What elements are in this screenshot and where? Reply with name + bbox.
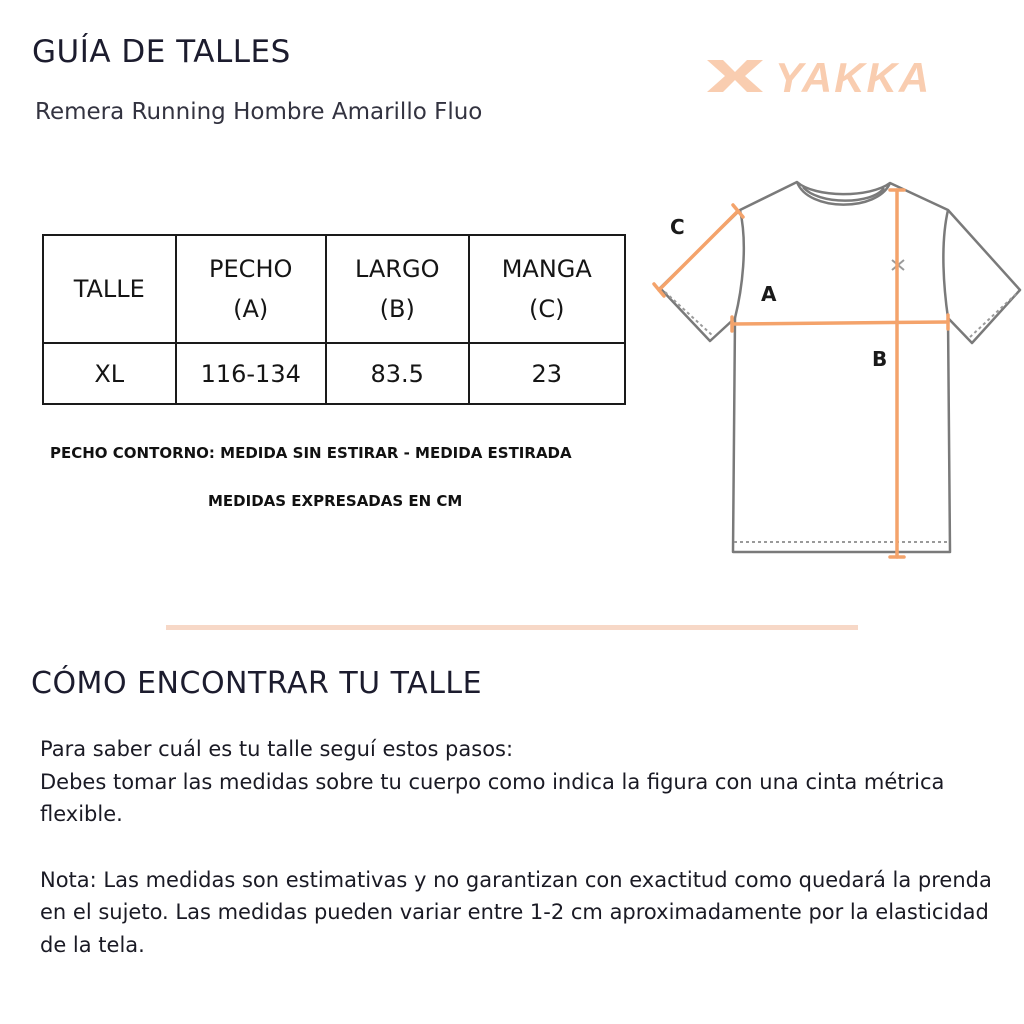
cell-pecho: 116-134: [176, 343, 326, 404]
header-largo: LARGO (B): [326, 235, 469, 343]
header-manga: MANGA (C): [469, 235, 625, 343]
brand-logo: [705, 54, 960, 98]
cell-manga: 23: [469, 343, 625, 404]
measure-label-a: A: [761, 282, 777, 306]
header-talle: TALLE: [43, 235, 176, 343]
page-title: GUÍA DE TALLES: [32, 34, 291, 70]
product-subtitle: Remera Running Hombre Amarillo Fluo: [35, 99, 483, 125]
measure-label-b: B: [872, 347, 888, 371]
units-note: MEDIDAS EXPRESADAS EN CM: [208, 492, 463, 510]
how-to-title: CÓMO ENCONTRAR TU TALLE: [31, 666, 483, 701]
table-row: [43, 343, 625, 404]
disclaimer-note: Nota: Las medidas son estimativas y no garantizan con exactitud como quedará la prenda en el sujeto. Las medidas pueden variar entre 1-2 cm aproximadamente por la elasticidad de la tela.: [40, 867, 992, 957]
size-table-header: [43, 235, 625, 343]
paragraph-gap: [40, 831, 1000, 864]
measure-label-c: C: [670, 215, 685, 239]
how-to-body: [40, 733, 1000, 961]
brand-logo-mark: [707, 60, 763, 92]
header-pecho: PECHO (A): [176, 235, 326, 343]
chest-contour-note: PECHO CONTORNO: MEDIDA SIN ESTIRAR - MEDIDA ESTIRADA: [50, 444, 572, 462]
size-table: [42, 234, 626, 405]
brand-logo-text: YAKKA: [775, 54, 932, 98]
instructions-line-1: Para saber cuál es tu talle seguí estos pasos:: [40, 737, 514, 761]
cell-largo: 83.5: [326, 343, 469, 404]
instructions-line-2: Debes tomar las medidas sobre tu cuerpo como indica la figura con una cinta métrica flexible.: [40, 769, 945, 826]
tshirt-outline: [660, 182, 1020, 552]
cell-talle: XL: [43, 343, 176, 404]
section-divider: [166, 625, 858, 630]
tshirt-diagram: [650, 176, 1024, 566]
